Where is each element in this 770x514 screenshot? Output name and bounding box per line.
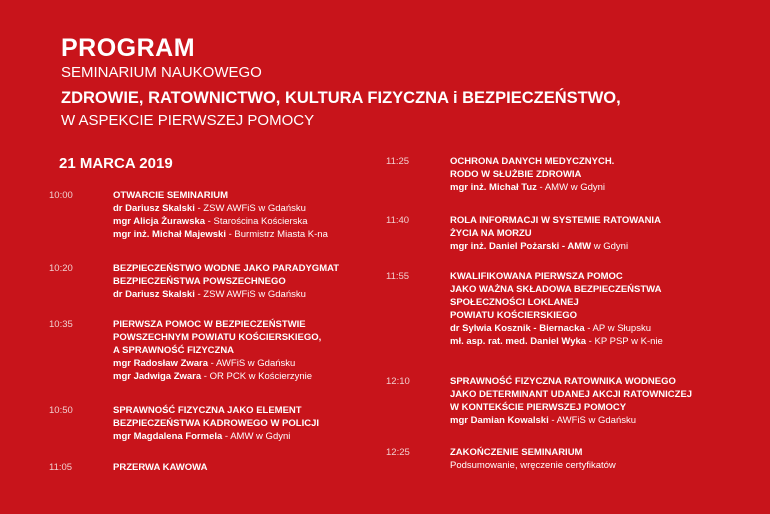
schedule-item xyxy=(386,375,692,427)
program-heading: PROGRAM xyxy=(61,34,196,62)
speaker xyxy=(113,215,328,228)
event-date: 21 MARCA 2019 xyxy=(59,155,173,172)
item-time: 10:50 xyxy=(49,405,73,416)
item-title-line: POWIATU KOŚCIERSKIEGO xyxy=(450,310,578,321)
item-title-line: OCHRONA DANYCH MEDYCZNYCH. xyxy=(450,156,615,167)
item-time: 10:35 xyxy=(49,319,73,330)
schedule-item xyxy=(49,262,339,301)
item-title-line: POWSZECHNYM POWIATU KOŚCIERSKIEGO, xyxy=(113,332,322,343)
item-time: 10:00 xyxy=(49,190,73,201)
speaker-org: - Starościna Kościerska xyxy=(205,216,308,227)
speaker-org: - AP w Słupsku xyxy=(584,323,651,334)
item-title-line: ROLA INFORMACJI W SYSTEMIE RATOWANIA xyxy=(450,215,661,226)
item-title-line: W KONTEKŚCIE PIERWSZEJ POMOCY xyxy=(450,402,627,413)
item-title-line: PRZERWA KAWOWA xyxy=(113,462,208,473)
item-title-line: JAKO DETERMINANT UDANEJ AKCJI RATOWNICZEJ xyxy=(450,389,693,400)
item-title-line: SPRAWNOŚĆ FIZYCZNA RATOWNIKA WODNEGO xyxy=(450,376,676,387)
speaker xyxy=(113,228,328,241)
speaker-name: mgr inż. Michał Majewski xyxy=(113,229,226,240)
speaker xyxy=(113,430,319,443)
item-time: 10:20 xyxy=(49,263,73,274)
item-body xyxy=(450,214,661,253)
item-body xyxy=(113,189,328,241)
speaker xyxy=(113,370,321,383)
speaker-org: - ZSW AWFiS w Gdańsku xyxy=(194,203,306,214)
item-title-line: PIERWSZA POMOC W BEZPIECZEŃSTWIE xyxy=(113,319,306,330)
item-body xyxy=(450,270,663,348)
item-note: Podsumowanie, wręczenie certyfikatów xyxy=(450,460,616,471)
speaker xyxy=(450,240,661,253)
item-title-line: KWALIFIKOWANA PIERWSZA POMOC xyxy=(450,271,623,282)
item-body xyxy=(450,446,616,472)
speaker-name: dr Dariusz Skalski xyxy=(113,203,195,214)
item-title-line: BEZPIECZEŃSTWO WODNE JAKO PARADYGMAT xyxy=(113,263,340,274)
speaker xyxy=(450,335,663,348)
schedule-item xyxy=(386,214,661,253)
item-title-line: JAKO WAŻNA SKŁADOWA BEZPIECZEŃSTWA xyxy=(450,284,662,295)
speaker-org: - AMW w Gdyni xyxy=(222,431,291,442)
speaker xyxy=(450,414,692,427)
item-title-line: ZAKOŃCZENIE SEMINARIUM xyxy=(450,447,583,458)
item-title-line: BEZPIECZEŃSTWA POWSZECHNEGO xyxy=(113,276,286,287)
seminar-title: ZDROWIE, RATOWNICTWO, KULTURA FIZYCZNA i BEZPIECZEŃSTWO, xyxy=(61,89,621,107)
speaker-name: mgr Alicja Żurawska xyxy=(113,216,206,227)
item-time: 11:05 xyxy=(49,462,73,473)
schedule-item xyxy=(49,404,319,443)
item-time: 11:40 xyxy=(386,215,410,226)
item-body xyxy=(113,461,207,474)
item-title-line: ŻYCIA NA MORZU xyxy=(450,228,532,239)
item-body xyxy=(113,262,339,301)
item-title-line: SPRAWNOŚĆ FIZYCZNA JAKO ELEMENT xyxy=(113,405,302,416)
item-title-line: A SPRAWNOŚĆ FIZYCZNA xyxy=(113,345,235,356)
item-title-line: OTWARCIE SEMINARIUM xyxy=(113,190,229,201)
speaker-name: mgr Jadwiga Zwara xyxy=(113,371,202,382)
speaker xyxy=(113,357,321,370)
item-title-line: SPOŁECZNOŚCI LOKLANEJ xyxy=(450,297,579,308)
schedule-item xyxy=(386,446,616,472)
speaker-name: dr Dariusz Skalski xyxy=(113,289,195,300)
speaker-org: w Gdyni xyxy=(591,241,629,252)
schedule-item xyxy=(386,270,663,348)
schedule-item xyxy=(49,189,328,241)
item-body xyxy=(113,404,319,443)
speaker-org: - KP PSP w K-nie xyxy=(586,336,663,347)
speaker-name: mgr inż. Michał Tuz xyxy=(450,182,537,193)
speaker-name: mgr inż. Daniel Pożarski - AMW xyxy=(450,241,592,252)
item-time: 11:25 xyxy=(386,156,410,167)
speaker-name: dr Sylwia Kosznik - Biernacka xyxy=(450,323,585,334)
speaker xyxy=(113,288,339,301)
speaker-org: - Burmistrz Miasta K-na xyxy=(225,229,328,240)
header xyxy=(61,34,621,130)
speaker xyxy=(450,181,614,194)
speaker-name: mgr Radosław Zwara xyxy=(113,358,209,369)
speaker-org: - ZSW AWFiS w Gdańsku xyxy=(194,289,306,300)
schedule-item xyxy=(49,318,321,383)
schedule-item xyxy=(49,461,207,474)
item-body xyxy=(450,375,692,427)
speaker-name: mł. asp. rat. med. Daniel Wyka xyxy=(450,336,587,347)
speaker-name: mgr Damian Kowalski xyxy=(450,415,549,426)
item-time: 11:55 xyxy=(386,271,410,282)
speaker xyxy=(113,202,328,215)
item-time: 12:25 xyxy=(386,447,410,458)
item-time: 12:10 xyxy=(386,376,410,387)
item-body xyxy=(113,318,321,383)
seminar-subtitle-2: W ASPEKCIE PIERWSZEJ POMOCY xyxy=(61,112,315,129)
item-title-line: RODO W SŁUŻBIE ZDROWIA xyxy=(450,169,582,180)
speaker-name: mgr Magdalena Formela xyxy=(113,431,223,442)
speaker-org: - OR PCK w Kościerzynie xyxy=(201,371,313,382)
item-title-line: BEZPIECZEŃSTWA KADROWEGO W POLICJI xyxy=(113,418,320,429)
speaker-org: - AMW w Gdyni xyxy=(536,182,606,193)
schedule-item xyxy=(386,155,614,194)
seminar-subtitle: SEMINARIUM NAUKOWEGO xyxy=(61,64,262,81)
item-body xyxy=(450,155,614,194)
speaker-org: - AWFiS w Gdańsku xyxy=(548,415,637,426)
speaker xyxy=(450,322,663,335)
speaker-org: - AWFiS w Gdańsku xyxy=(208,358,296,369)
